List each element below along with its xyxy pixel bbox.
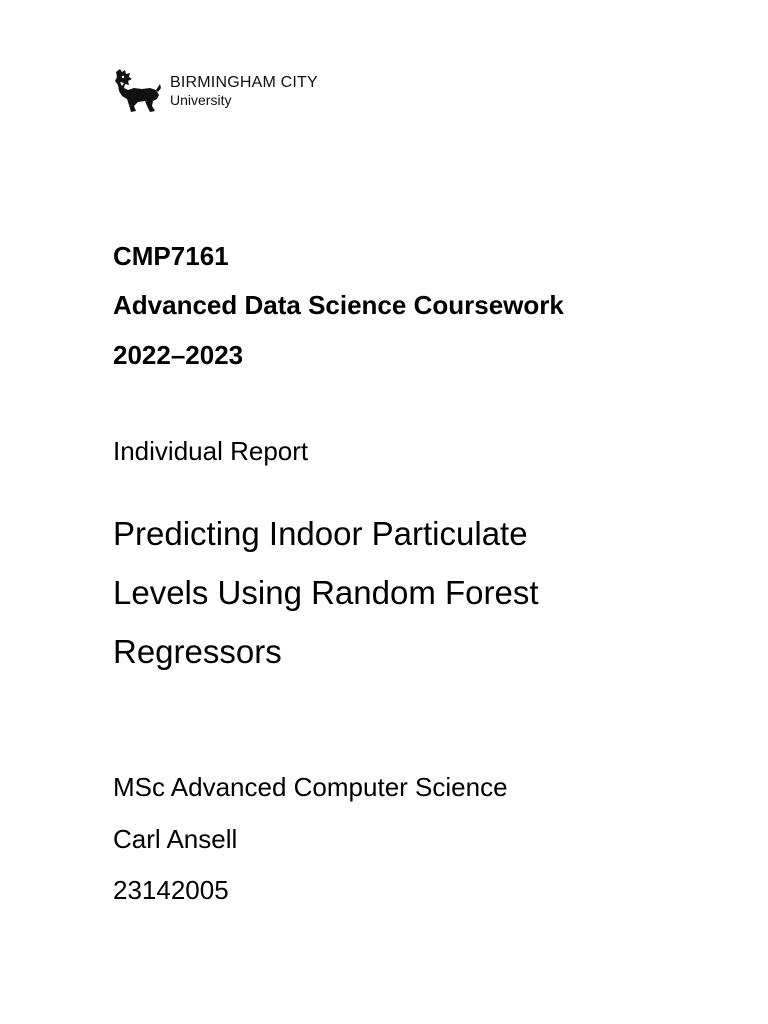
university-logo (112, 68, 318, 114)
report-type: Individual Report (113, 436, 309, 466)
report-title-line-1: Predicting Indoor Particulate (113, 515, 528, 552)
logo-name: BIRMINGHAM CITY (170, 74, 318, 91)
programme-name: MSc Advanced Computer Science (113, 772, 508, 802)
lion-crest-icon (112, 68, 162, 114)
author-name: Carl Ansell (113, 824, 238, 854)
report-title-line-2: Levels Using Random Forest (113, 574, 539, 611)
academic-year: 2022–2023 (113, 340, 244, 370)
logo-subtitle: University (170, 92, 232, 108)
report-title-line-3: Regressors (113, 633, 282, 670)
module-title: Advanced Data Science Coursework (113, 290, 564, 320)
student-id: 23142005 (113, 875, 229, 905)
module-code: CMP7161 (113, 241, 229, 271)
